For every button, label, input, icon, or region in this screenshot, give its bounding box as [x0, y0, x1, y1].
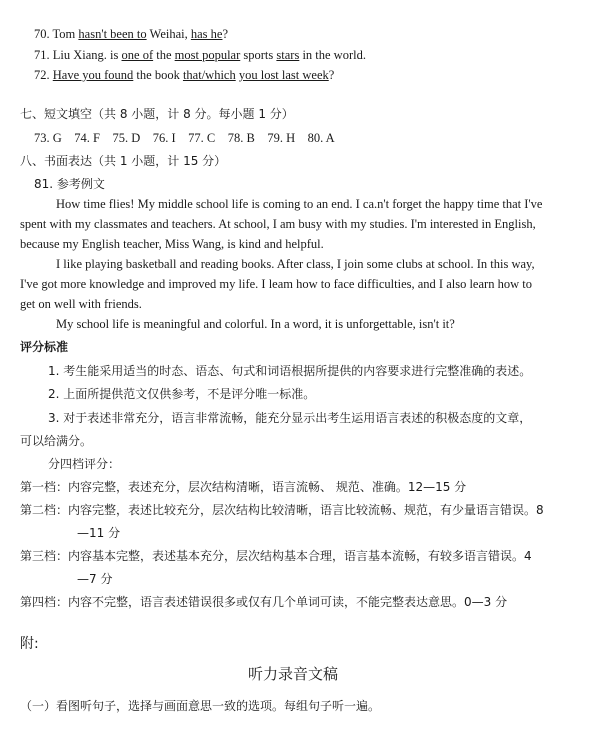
q71-number: 71. [34, 48, 50, 62]
q72-blank-1: Have you found [52, 68, 134, 82]
q70-punct: ? [222, 27, 229, 41]
q72-number: 72. [34, 68, 50, 82]
essay-p2-line2: I've got more knowledge and improved my life. I leam how to face difficulties, and I also learn how to [20, 277, 532, 291]
scoring-heading: 评分标准 [20, 340, 69, 354]
tiers-heading: 分四档评分： [48, 457, 121, 471]
essay-p3-line1: My school life is meaningful and colorful. In a word, it is unforgettable, isn't it? [56, 317, 455, 331]
section-7-answers: 73. G 74. F 75. D 76. I 77. C 78. B 79. H 80. A [34, 131, 335, 145]
essay-p1-line2: spent with my classmates and teachers. At school, I am busy with my studies. I'm interested in English, [20, 217, 536, 231]
answer-70 [34, 26, 228, 42]
q70-word: Tom [52, 27, 76, 41]
tier-4: 第四档：内容不完整，语言表述错误很多或仅有几个单词可读，不能完整表达意思。0—3 分 [20, 595, 508, 609]
q72-word: the book [136, 68, 180, 82]
section-7-heading: 七、短文填空（共 8 小题，计 8 分。每小题 1 分） [20, 107, 294, 121]
answer-72 [34, 67, 334, 83]
tier-3-line1: 第三档：内容基本完整，表述基本充分，层次结构基本合理，语言基本流畅，有较多语言错误。4 [20, 549, 532, 563]
tier-2-line1: 第二档：内容完整，表述比较充分，层次结构比较清晰，语言比较流畅、规范，有少量语言错误。8 [20, 503, 544, 517]
q71-word: in the world. [302, 48, 366, 62]
q72-punct: ? [328, 68, 335, 82]
tier-3-line2: —7 分 [77, 572, 113, 586]
q72-blank-3: you lost last week [238, 68, 329, 82]
q71-blank-3: stars [276, 48, 300, 62]
answer-71 [34, 47, 366, 63]
q71-blank-1: one of [121, 48, 154, 62]
appendix-title: 听力录音文稿 [248, 665, 339, 683]
q71-word: is [110, 48, 119, 62]
essay-p2-line1: I like playing basketball and reading books. After class, I join some clubs at school. In this way, [56, 257, 535, 271]
essay-p1-line1: How time flies! My middle school life is coming to an end. I ca.n't forget the happy time that I've [56, 197, 543, 211]
scoring-rule-2: 2. 上面所提供范文仅供参考，不是评分唯一标准。 [48, 387, 316, 401]
appendix-label: 附: [20, 636, 39, 652]
q81-label: 81. 参考例文 [34, 177, 105, 191]
q71-word: sports [243, 48, 274, 62]
listening-part-1: （一）看图听句子，选择与画面意思一致的选项。每组句子听一遍。 [20, 699, 381, 713]
q70-blank-2: has he [190, 27, 223, 41]
section-8-heading: 八、书面表达（共 1 小题，计 15 分） [20, 154, 227, 168]
scoring-rule-3-line1: 3. 对于表述非常充分，语言非常流畅，能充分显示出考生运用语言表述的积极态度的文章， [48, 411, 532, 425]
q70-number: 70. [34, 27, 50, 41]
q71-word: the [156, 48, 172, 62]
essay-p2-line3: get on well with friends. [20, 297, 142, 311]
tier-2-line2: —11 分 [77, 526, 121, 540]
q70-blank-1: hasn't been to [78, 27, 147, 41]
q72-blank-2: that/which [182, 68, 236, 82]
tier-1: 第一档：内容完整，表述充分，层次结构清晰，语言流畅、 规范、准确。12—15 分 [20, 480, 467, 494]
essay-p1-line3: because my English teacher, Miss Wang, is kind and helpful. [20, 237, 324, 251]
q71-word: Liu Xiang. [52, 48, 107, 62]
scoring-rule-3-line2: 可以给满分。 [20, 434, 93, 448]
q70-word: Weihai, [149, 27, 188, 41]
q71-blank-2: most popular [174, 48, 241, 62]
scoring-rule-1: 1. 考生能采用适当的时态、语态、句式和词语根据所提供的内容要求进行完整准确的表述。 [48, 364, 532, 378]
